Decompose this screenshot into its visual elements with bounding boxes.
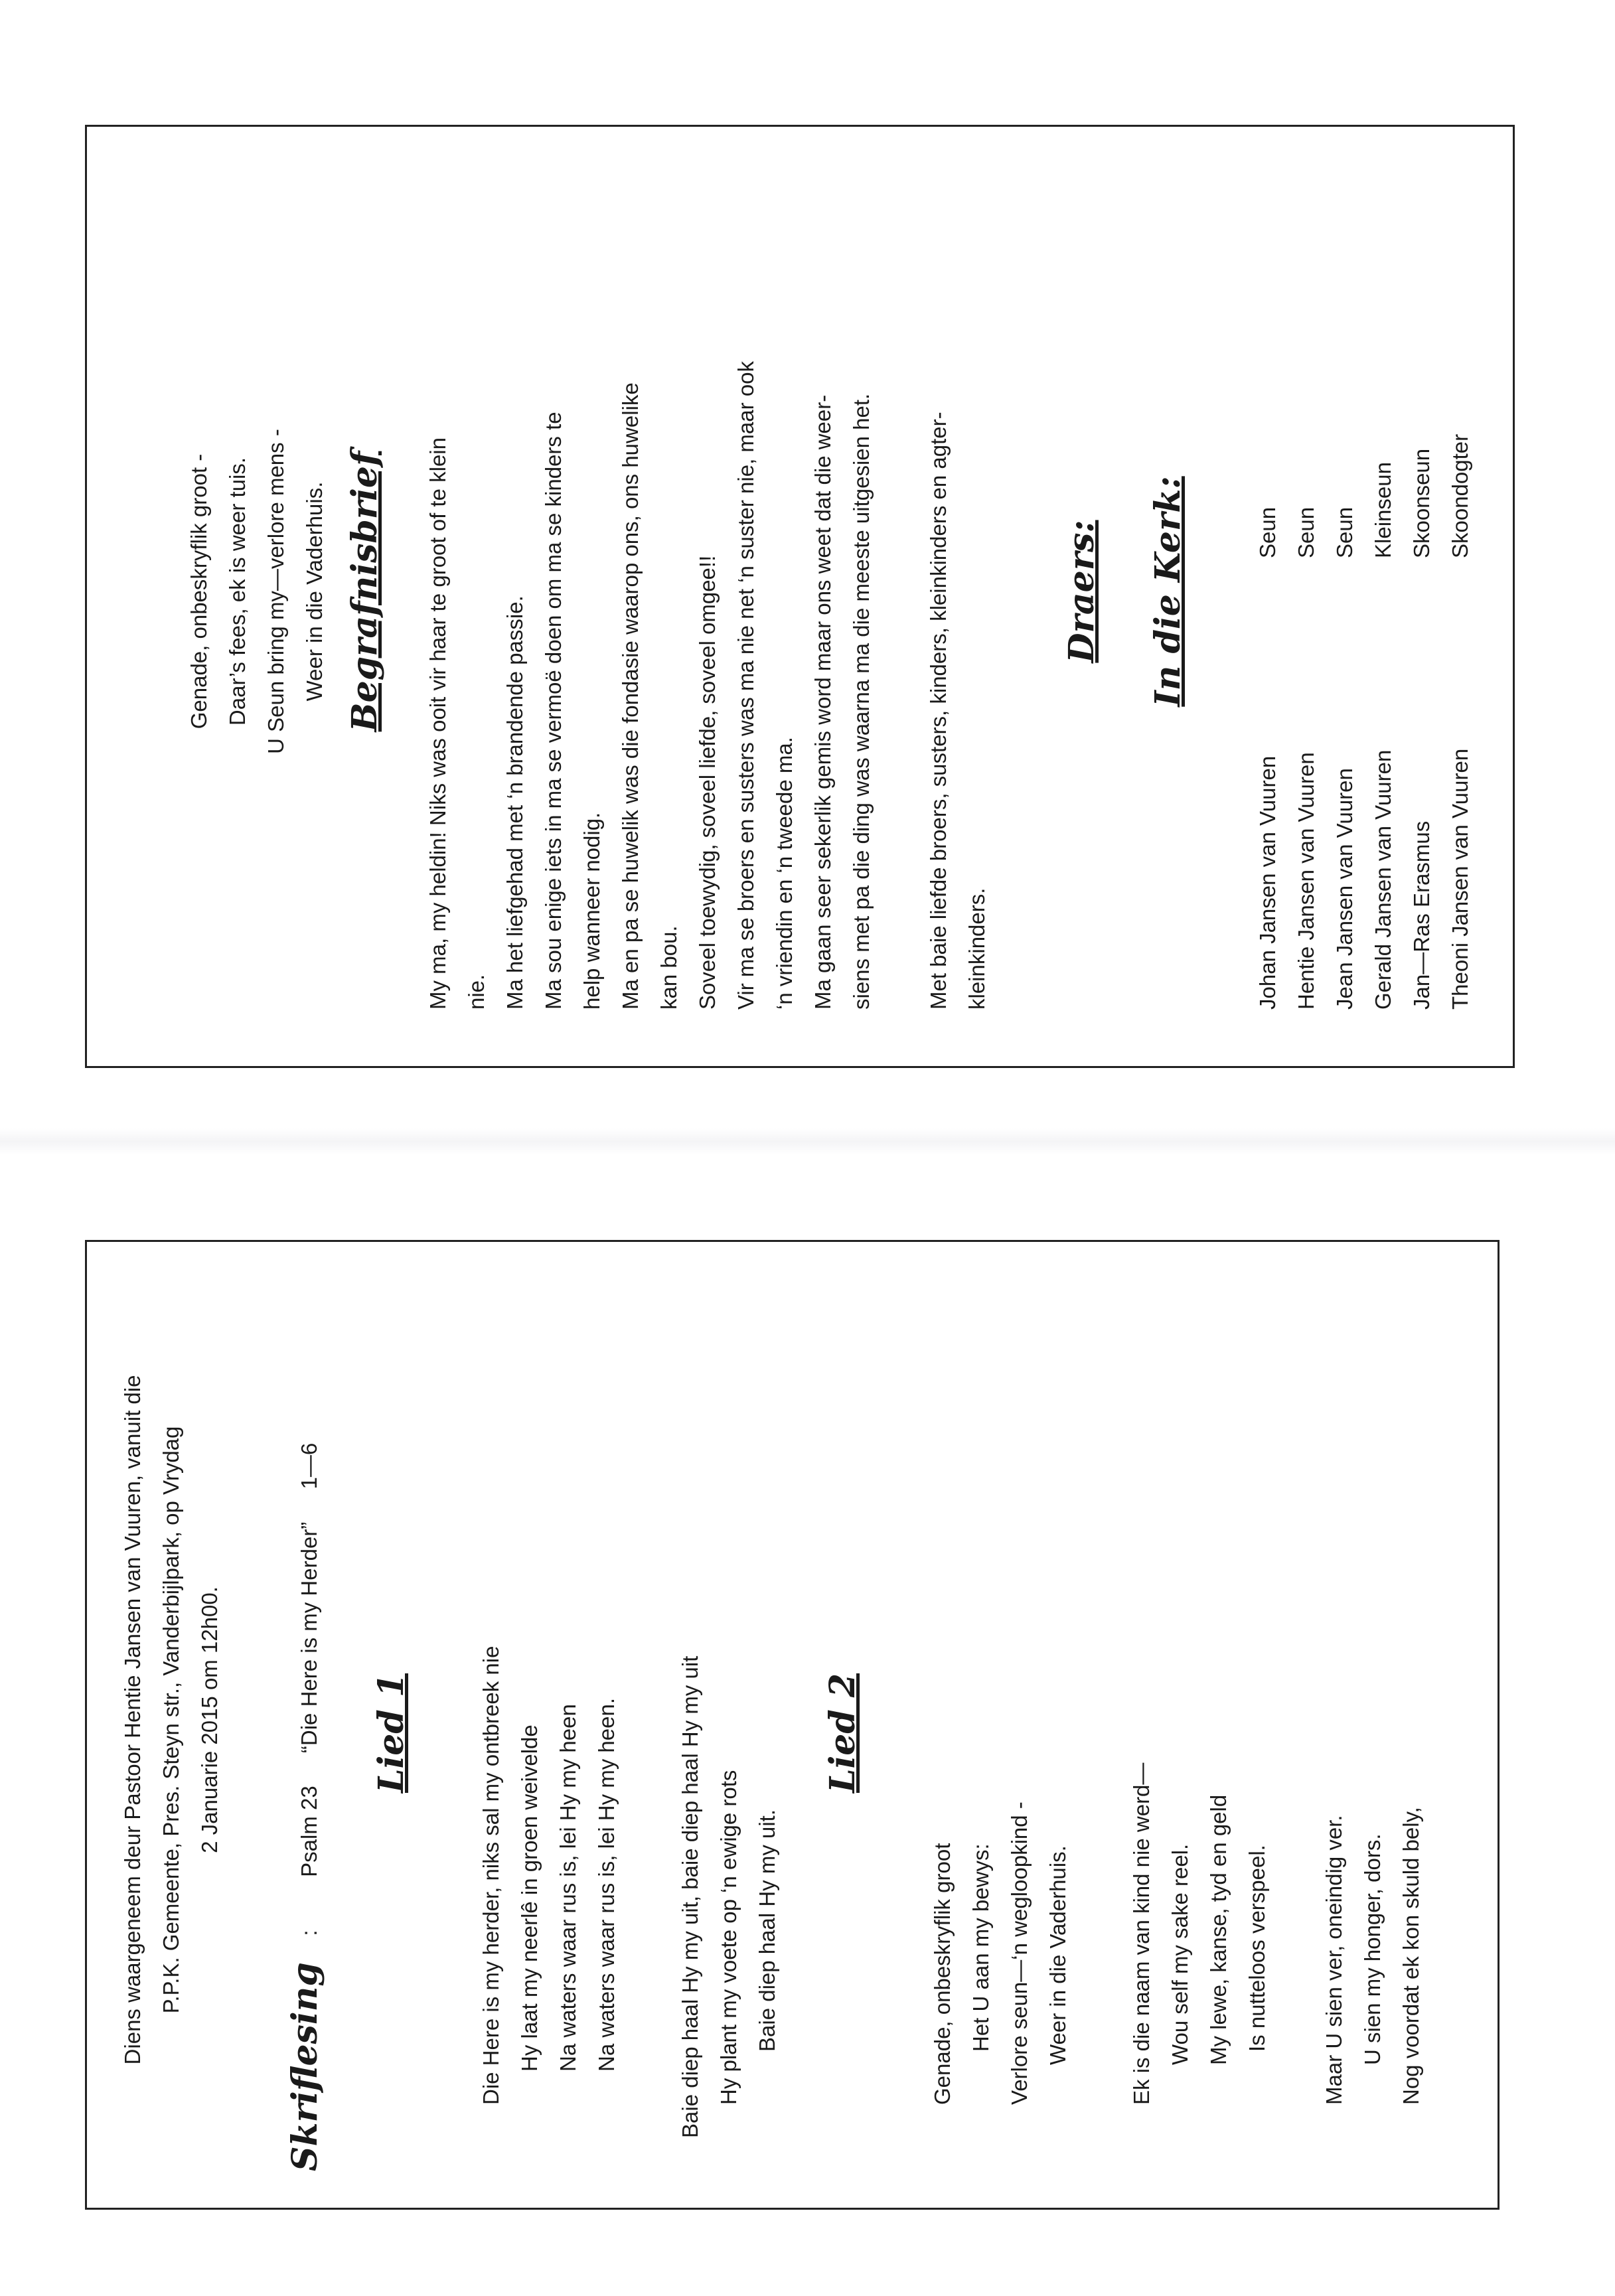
bearer-relation: Seun (1332, 506, 1357, 558)
letter-line: Ma gaan seer sekerlik gemis word maar ons weet dat die weer- (810, 394, 835, 1010)
bearer-relation: Skoonseun (1409, 448, 1434, 558)
letter-line: My ma, my heldin! Niks was ooit vir haar te groot of te klein (425, 437, 450, 1010)
reading-label: Skriflesing (285, 1962, 325, 2171)
song-line: My lewe, kanse, tyd en geld (1206, 1794, 1231, 2065)
hymn-line: U Seun bring my—verlore mens - (264, 429, 288, 754)
letter-title: Begrafnisbrief (345, 451, 385, 732)
service-line: P.P.K. Gemeente, Pres. Steyn str., Vanderbijlpark, op Vrydag (159, 1426, 183, 2014)
song-line: Is nutteloos verspeel. (1245, 1845, 1269, 2052)
song-line: Wou self my sake reel. (1168, 1843, 1192, 2065)
letter-line: siens met pa die ding was waarna ma die meeste uitgesien het. (849, 393, 874, 1010)
back-cover-panel (85, 125, 1515, 1068)
front-inner-content (87, 1242, 1498, 2198)
song-line: Die Here is my herder, niks sal my ontbreek nie (479, 1645, 503, 2105)
letter-line: help wanneer nodig. (579, 812, 604, 1010)
bearers-title: Draers: (1061, 520, 1102, 663)
bearer-name: Theoni Jansen van Vuuren (1448, 748, 1472, 1010)
bearer-name: Jan—Ras Erasmus (1409, 820, 1434, 1010)
letter-spacer (881, 361, 919, 1010)
song-line: Baie diep haal Hy my uit. (755, 1809, 779, 2052)
song-line: Het U aan my bewys: (968, 1843, 993, 2052)
reading-colon: : (297, 1930, 321, 1936)
song-line: Na waters waar rus is, lei Hy my heen (556, 1704, 580, 2072)
song2-verse1 (923, 1801, 1077, 2105)
service-line: 2 Januarie 2015 om 12h00. (197, 1586, 222, 1853)
song-line: Hy laat my neerlê in groen weivelde (517, 1724, 542, 2072)
service-info (114, 1295, 229, 2145)
letter-line: Met baie liefde broers, susters, kinders, kleinkinders en agter- (926, 412, 951, 1010)
bearers-relations (1249, 434, 1480, 558)
service-line: Diens waargeneem deur Pastoor Hentie Jansen van Vuuren, vanuit die (120, 1375, 145, 2065)
bearer-relation: Skoondogter (1448, 433, 1472, 558)
letter-body (419, 361, 996, 1010)
letter-line: Ma en pa se huwelik was die fondasie waarop ons, ons huwelike (618, 382, 643, 1010)
bearer-name: Gerald Jansen van Vuuren (1371, 749, 1395, 1010)
reading-verses: 1—6 (297, 1442, 321, 1490)
song1-title: Lied 1 (371, 1673, 412, 1794)
bearer-name: Johan Jansen van Vuuren (1255, 755, 1280, 1010)
song-line: Verlore seun—‘n wegloopkind - (1007, 1801, 1032, 2105)
letter-line: ‘n vriendin en ‘n tweede ma. (772, 737, 797, 1010)
song-line: Nog voordat ek kon skuld bely, (1399, 1807, 1423, 2105)
bearer-relation: Seun (1255, 506, 1280, 558)
letter-line: Ma sou enige iets in ma se vermoë doen om ma se kinders te (541, 412, 566, 1010)
letter-line: kan bou. (656, 925, 681, 1010)
bearers-names (1249, 749, 1480, 1010)
song-line: Baie diep haal Hy my uit, baie diep haal Hy my uit (678, 1655, 702, 2138)
hymn-tail (180, 326, 334, 857)
bearer-name: Jean Jansen van Vuuren (1332, 768, 1357, 1010)
letter-line: Soveel toewydig, soveel liefde, soveel omgee!! (695, 555, 720, 1010)
church-title: In die Kerk: (1148, 476, 1188, 707)
song-line: U sien my honger, dors. (1360, 1833, 1385, 2065)
song2-verse2 (1122, 1763, 1276, 2105)
song2-verse3 (1315, 1807, 1430, 2105)
song-line: Hy plant my voete op ‘n ewige rots (716, 1770, 741, 2105)
letter-line: nie. (464, 974, 489, 1010)
reading-title: “Die Here is my Herder” (297, 1521, 321, 1754)
front-inner-panel (85, 1240, 1500, 2210)
song1-verse (472, 1646, 626, 2105)
hymn-line: Genade, onbeskryflik groot - (187, 453, 211, 729)
bearer-name: Hentie Jansen van Vuuren (1294, 752, 1318, 1010)
back-cover-content (87, 127, 1513, 1056)
scripture-reading (286, 1443, 329, 2171)
page-fold (0, 1128, 1615, 1155)
song-line: Na waters waar rus is, lei Hy my heen. (594, 1697, 619, 2072)
song2-title: Lied 2 (822, 1673, 863, 1794)
hymn-line: Weer in die Vaderhuis. (302, 481, 327, 702)
bearer-relation: Kleinseun (1371, 462, 1395, 558)
hymn-line: Daar’s fees, ek is weer tuis. (225, 457, 250, 726)
bearer-relation: Seun (1294, 506, 1318, 558)
song1-chorus (671, 1656, 787, 2138)
song-line: Genade, onbeskryflik groot (930, 1843, 955, 2105)
reading-ref: Psalm 23 (297, 1786, 321, 1877)
song-line: Ek is die naam van kind nie werd— (1129, 1762, 1154, 2105)
letter-line: Vir ma se broers en susters was ma nie net ‘n suster nie, maar ook (733, 361, 758, 1010)
letter-line: kleinkinders. (964, 887, 989, 1010)
song-line: Maar U sien ver, oneindig ver. (1322, 1815, 1346, 2105)
song-line: Weer in die Vaderhuis. (1045, 1845, 1070, 2065)
letter-line: Ma het liefgehad met ‘n brandende passie. (502, 595, 527, 1010)
